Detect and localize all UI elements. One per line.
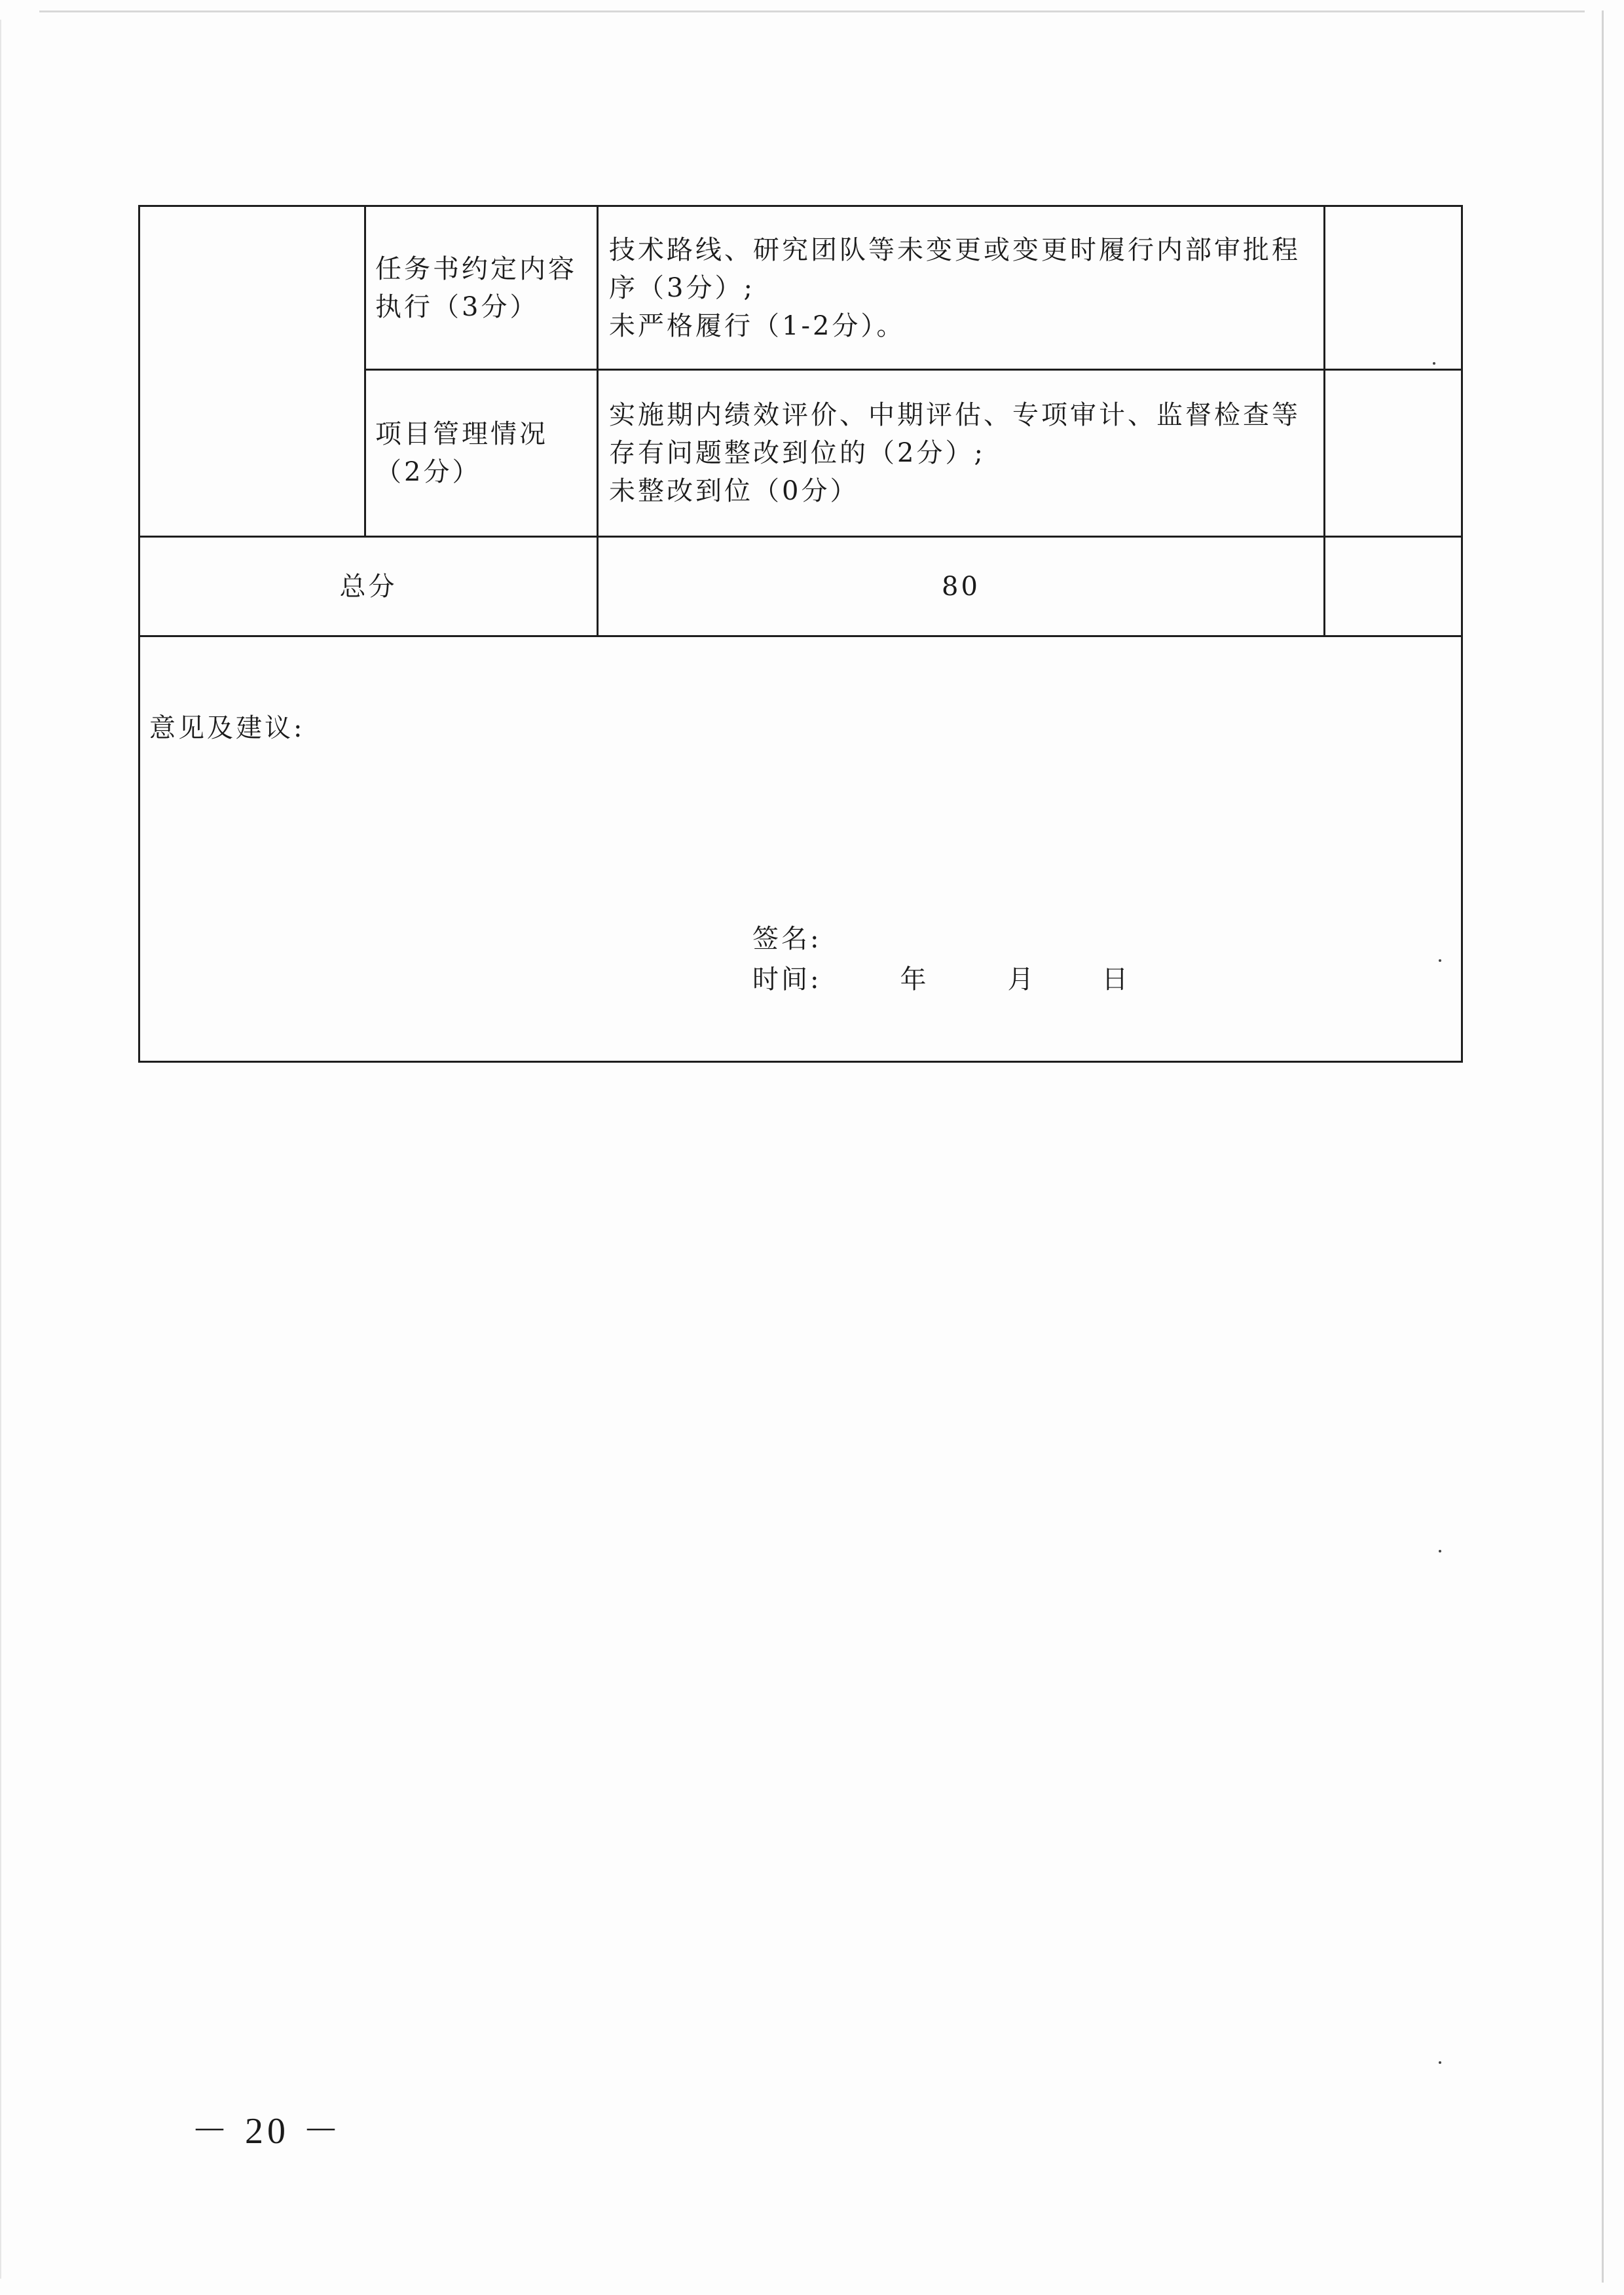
scan-speck (1439, 959, 1441, 962)
criteria-cell (598, 370, 1325, 537)
scan-speck (1433, 362, 1435, 365)
item-label-cell (365, 370, 598, 537)
criteria-line: 未严格履行（1-2分）。 (609, 310, 906, 341)
opinion-label: 意见及建议: (149, 713, 305, 743)
criteria-line: 实施期内绩效评价、中期评估、专项审计、监督检查等存有问题整改到位的（2分）; (609, 400, 1301, 468)
criteria-line: 技术路线、研究团队等未变更或变更时履行内部审批程序（3分）; (609, 234, 1301, 303)
criteria-cell (598, 206, 1325, 370)
evaluation-table (138, 205, 1463, 1063)
year-label: 年 (900, 964, 929, 995)
score-cell (1325, 206, 1462, 370)
day-label: 日 (1101, 964, 1131, 995)
opinion-cell (139, 636, 1462, 1062)
item-label: 项目管理情况（2分） (375, 419, 548, 487)
scan-edge-right (1602, 10, 1604, 2283)
scan-speck (1439, 2061, 1441, 2064)
date-line (752, 959, 1130, 1000)
score-cell (1325, 370, 1462, 537)
total-label-cell (139, 537, 598, 636)
scan-edge-left (0, 20, 1, 2279)
signature-label: 签名: (752, 924, 822, 954)
scan-speck (1439, 1550, 1441, 1552)
signature-block (752, 919, 1130, 1000)
category-cell (139, 206, 365, 537)
scan-edge-top (39, 10, 1585, 12)
total-label: 总分 (339, 571, 397, 602)
item-label: 任务书约定内容执行（3分） (375, 253, 577, 322)
table-row-total (139, 537, 1462, 636)
total-value-cell (598, 537, 1325, 636)
item-label-cell (365, 206, 598, 370)
time-label: 时间: (752, 964, 822, 995)
total-score-cell (1325, 537, 1462, 636)
page-number: － 20 － (191, 2111, 343, 2152)
signature-line (752, 919, 1130, 959)
total-value: 80 (942, 571, 980, 602)
table-row-opinion (139, 636, 1462, 1062)
table-row-task-execution (139, 206, 1462, 370)
criteria-line: 未整改到位（0分） (609, 476, 859, 506)
month-label: 月 (1007, 964, 1037, 995)
